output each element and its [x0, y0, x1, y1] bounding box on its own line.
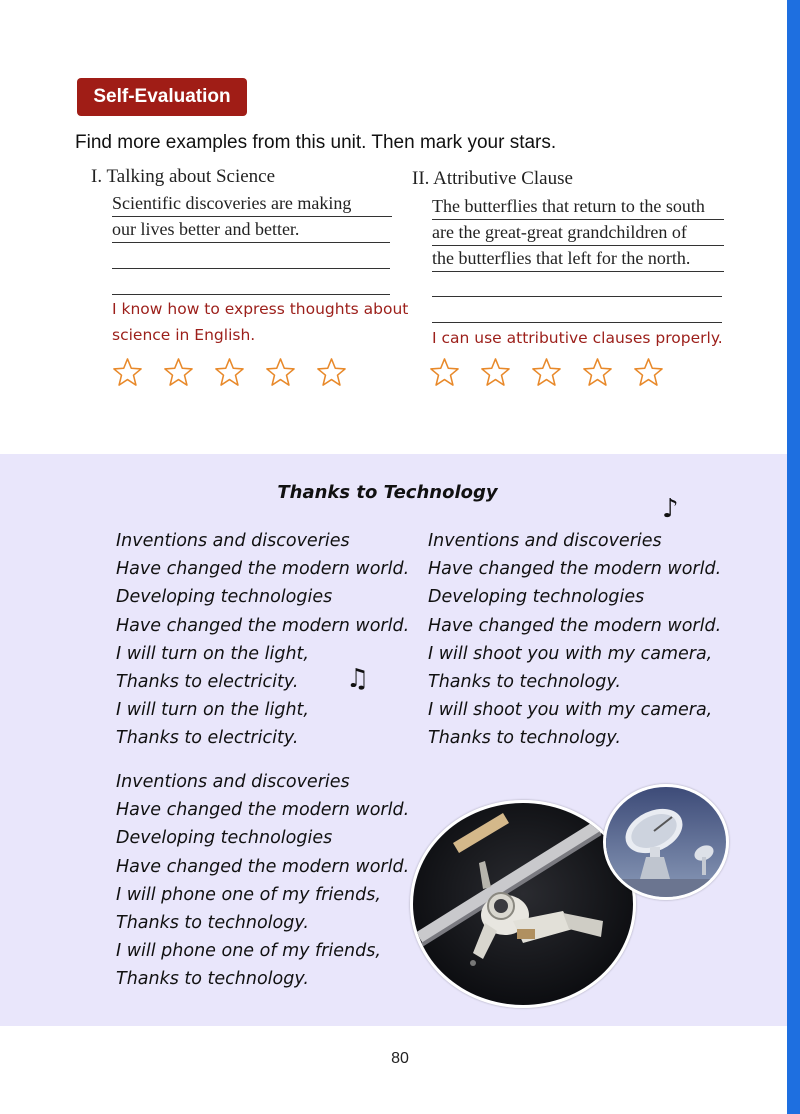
part1-line-1: Scientific discoveries are making [112, 190, 392, 217]
lyric-line: Inventions and discoveries [116, 772, 350, 792]
part2-line-4[interactable] [432, 270, 722, 297]
lyric-line: Thanks to electricity. [116, 671, 299, 692]
part1-stars [112, 357, 347, 388]
page-edge-bar [787, 0, 800, 1114]
part1-line-4[interactable] [112, 268, 390, 295]
song-verse-1 [116, 527, 409, 753]
music-note-icon: ♫ [346, 664, 370, 694]
part1-can-do [112, 296, 408, 348]
star-icon[interactable] [429, 357, 460, 388]
page-number: 80 [391, 1050, 409, 1067]
part2-line-2: are the great-great grandchildren of [432, 219, 724, 246]
part2-line-1: The butterflies that return to the south [432, 193, 724, 220]
lyric-line: Thanks to technology. [116, 912, 309, 933]
astronaut-photo [410, 800, 636, 1008]
star-icon[interactable] [112, 357, 143, 388]
lyric-line: Developing technologies [116, 587, 333, 608]
part2-line-3: the butterflies that left for the north. [432, 245, 724, 272]
lyric-line: Thanks to electricity. [116, 728, 299, 749]
lyric-line: Inventions and discoveries [116, 531, 350, 551]
part2-stars [429, 357, 664, 388]
lyric-line: Thanks to technology. [428, 671, 621, 692]
part1-line-2: our lives better and better. [112, 216, 390, 243]
part1-can-do-line-2: science in English. [112, 326, 256, 344]
star-icon[interactable] [480, 357, 511, 388]
star-icon[interactable] [214, 357, 245, 388]
lyric-line: I will shoot you with my camera, [428, 643, 713, 664]
part2-can-do [432, 325, 723, 351]
part2-can-do-line-1: I can use attributive clauses properly. [432, 329, 723, 347]
section-badge: Self-Evaluation [77, 78, 247, 116]
lyric-line: Have changed the modern world. [116, 615, 410, 636]
lyric-line: Developing technologies [116, 828, 333, 849]
lyric-line: Thanks to technology. [116, 969, 309, 990]
lyric-line: Inventions and discoveries [428, 531, 662, 551]
star-icon[interactable] [163, 357, 194, 388]
lyric-line: I will phone one of my friends, [116, 941, 381, 962]
satellite-dish-photo [603, 784, 729, 900]
lyric-line: I will shoot you with my camera, [428, 700, 713, 721]
lyric-line: Have changed the modern world. [116, 559, 410, 580]
lyric-line: Have changed the modern world. [428, 615, 722, 636]
part1-line-3[interactable] [112, 242, 390, 269]
star-icon[interactable] [531, 357, 562, 388]
lyric-line: I will phone one of my friends, [116, 884, 381, 905]
instruction-text: Find more examples from this unit. Then mark your stars. [75, 132, 557, 153]
star-icon[interactable] [633, 357, 664, 388]
song-verse-2 [428, 527, 721, 753]
part2-line-5[interactable] [432, 296, 722, 323]
part1-can-do-line-1: I know how to express thoughts about [112, 300, 409, 318]
star-icon[interactable] [265, 357, 296, 388]
part1-title: I. Talking about Science [91, 166, 276, 187]
star-icon[interactable] [316, 357, 347, 388]
lyric-line: Thanks to technology. [428, 728, 621, 749]
song-verse-3 [116, 768, 409, 994]
lyric-line: Have changed the modern world. [116, 856, 410, 877]
lyric-line: I will turn on the light, [116, 700, 309, 721]
star-icon[interactable] [582, 357, 613, 388]
lyric-line: I will turn on the light, [116, 643, 309, 664]
lyric-line: Have changed the modern world. [116, 800, 410, 821]
lyric-line: Have changed the modern world. [428, 559, 722, 580]
music-note-icon: ♪ [662, 494, 679, 524]
song-title: Thanks to Technology [277, 482, 498, 503]
song-panel [0, 454, 787, 1026]
part2-title: II. Attributive Clause [412, 168, 573, 189]
lyric-line: Developing technologies [428, 587, 645, 608]
